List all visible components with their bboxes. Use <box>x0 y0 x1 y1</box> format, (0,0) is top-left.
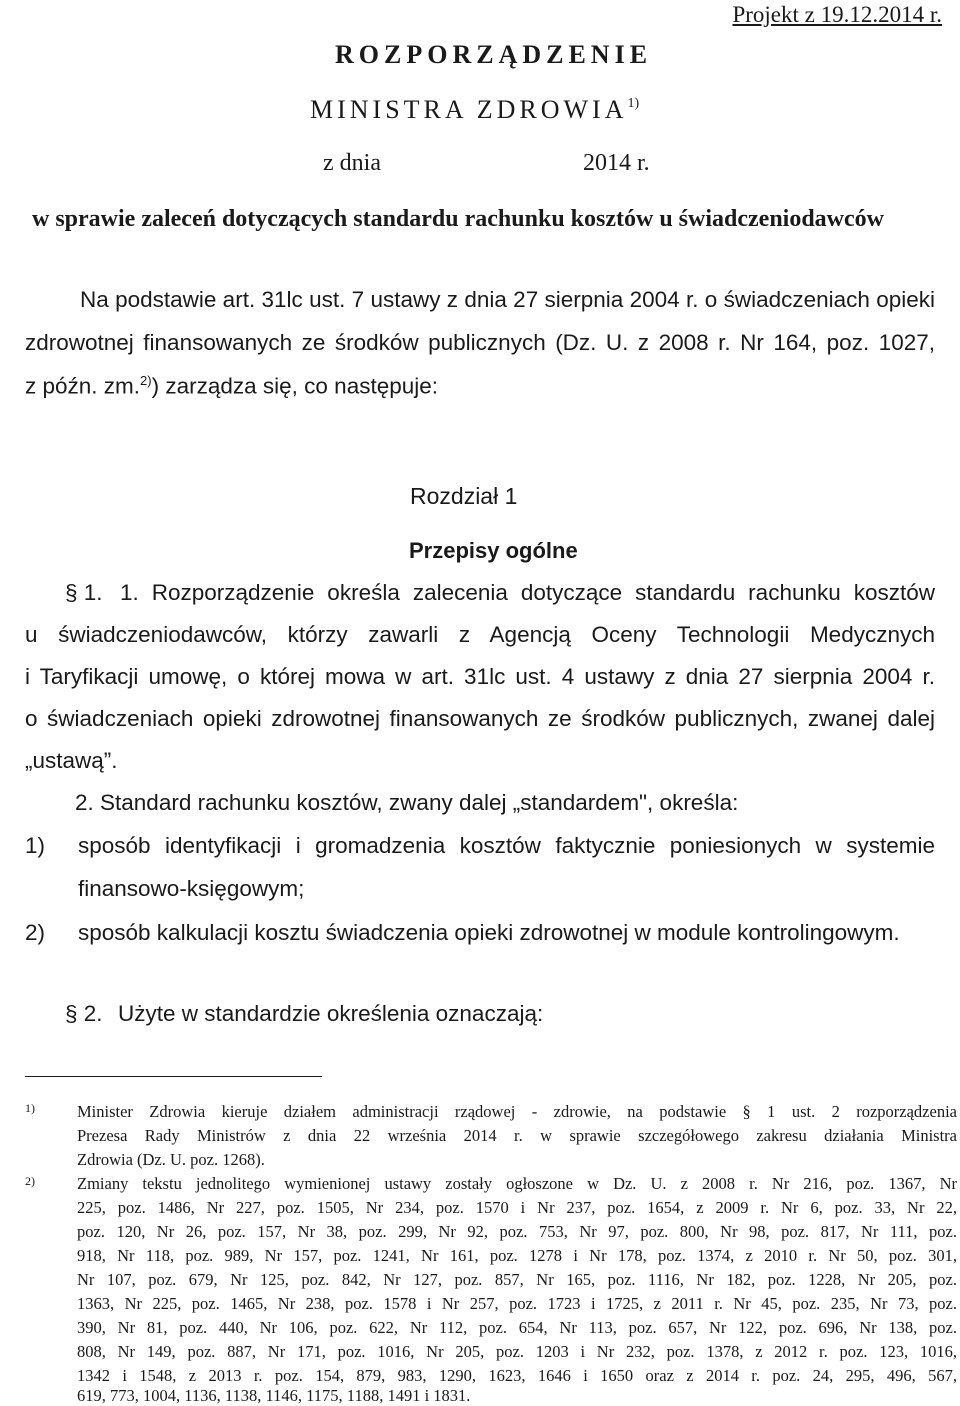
preamble-line-1: Na podstawie art. 31lc ust. 7 ustawy z dnia 27 sierpnia 2004 r. o świadczeniach opieki <box>80 287 935 312</box>
footnote-2-line-2: 225, poz. 1486, Nr 227, poz. 1505, Nr 234, poz. 1570 i Nr 237, poz. 1654, z 2009 r. Nr 6, poz. 33, Nr 22, <box>77 1198 957 1217</box>
issuer-heading <box>310 95 639 125</box>
document-type-heading: ROZPORZĄDZENIE <box>335 40 653 69</box>
section-1-paragraph-2: 2. Standard rachunku kosztów, zwany dalej „standardem", określa: <box>75 790 739 815</box>
section-2-text: Użyte w standardzie określenia oznaczają: <box>118 1001 544 1026</box>
date-prefix: z dnia <box>323 150 381 176</box>
draft-label: Projekt z 19.12.2014 r. <box>732 2 942 27</box>
footnote-ref-1: 1) <box>627 96 640 111</box>
footnote-1-mark: 1) <box>25 1101 35 1115</box>
list-item-1-line-2: finansowo-księgowym; <box>78 876 305 901</box>
footnote-1-line-3: Zdrowia (Dz. U. poz. 1268). <box>77 1150 265 1169</box>
preamble-tail: ) zarządza się, co następuje: <box>151 373 439 399</box>
chapter-label: Rozdział 1 <box>410 483 518 509</box>
footnote-1-line-1: Minister Zdrowia kieruje działem administracji rządowej - zdrowie, na podstawie § 1 ust. 2 rozporządzenia <box>77 1102 957 1121</box>
section-1-line-2: u świadczeniodawców, którzy zawarli z Agencją Oceny Technologii Medycznych <box>25 622 935 647</box>
section-1-heading: § 1. <box>65 580 103 605</box>
footnote-2-line-9: 1342 i 1548, z 2013 r. poz. 154, 879, 983, 1290, 1623, 1646 i 1650 oraz z 2014 r. poz. 24, 295, 496, 567, <box>77 1366 957 1385</box>
footnote-2-mark: 2) <box>25 1174 35 1188</box>
preamble-line-2: zdrowotnej finansowanych ze środków publicznych (Dz. U. z 2008 r. Nr 164, poz. 1027, <box>25 330 935 355</box>
section-2-heading: § 2. <box>65 1001 103 1026</box>
footnote-2-line-5: Nr 107, poz. 679, Nr 125, poz. 842, Nr 127, poz. 857, Nr 165, poz. 1116, Nr 182, poz. 1228, Nr 205, poz. <box>77 1270 957 1289</box>
section-1-line-4: o świadczeniach opieki zdrowotnej finansowanych ze środków publicznych, zwanej dalej <box>25 706 935 731</box>
footnote-2-line-6: 1363, Nr 225, poz. 1465, Nr 238, poz. 1578 i Nr 257, poz. 1723 i 1725, z 2011 r. Nr 45, poz. 235, Nr 73, poz. <box>77 1294 957 1313</box>
document-subject: w sprawie zaleceń dotyczących standardu rachunku kosztów u świadczeniodawców <box>32 206 884 232</box>
list-item-1-number: 1) <box>25 833 46 858</box>
section-1-line-1: 1. Rozporządzenie określa zalecenia dotyczące standardu rachunku kosztów <box>120 580 935 605</box>
preamble-line-3 <box>25 373 438 400</box>
footnote-2-line-3: poz. 120, Nr 26, poz. 157, Nr 38, poz. 299, Nr 92, poz. 753, Nr 97, poz. 800, Nr 98, poz. 817, Nr 111, poz. <box>77 1222 957 1241</box>
footnote-1-line-2: Prezesa Rady Ministrów z dnia 22 września 2014 r. w sprawie szczegółowego zakresu działania Ministra <box>77 1126 957 1145</box>
footnote-2-line-10: 619, 773, 1004, 1136, 1138, 1146, 1175, 1188, 1491 i 1831. <box>77 1386 471 1405</box>
footnote-2-line-4: 918, Nr 118, poz. 989, Nr 157, poz. 1241, Nr 161, poz. 1278 i Nr 178, poz. 1374, z 2010 r. Nr 50, poz. 301, <box>77 1246 957 1265</box>
chapter-title: Przepisy ogólne <box>409 538 578 563</box>
list-item-1-line-1: sposób identyfikacji i gromadzenia kosztów faktycznie poniesionych w systemie <box>78 833 935 858</box>
section-1-line-5: „ustawą”. <box>25 748 118 773</box>
issuer-name: MINISTRA ZDROWIA <box>310 95 628 124</box>
footnote-2-line-7: 390, Nr 81, poz. 440, Nr 106, poz. 622, Nr 112, poz. 654, Nr 113, poz. 657, Nr 122, poz. 696, Nr 138, poz. <box>77 1318 957 1337</box>
preamble-text: z późn. zm. <box>25 373 141 399</box>
footnote-2-line-8: 808, Nr 149, poz. 887, Nr 171, poz. 1016, Nr 205, poz. 1203 i Nr 232, poz. 1378, z 2012 r. poz. 123, 1016, <box>77 1342 957 1361</box>
footnote-separator <box>25 1076 322 1077</box>
date-year: 2014 r. <box>583 150 650 176</box>
list-item-2-number: 2) <box>25 920 46 945</box>
list-item-2-text: sposób kalkulacji kosztu świadczenia opieki zdrowotnej w module kontrolingowym. <box>78 920 900 945</box>
footnote-2-line-1: Zmiany tekstu jednolitego wymienionej ustawy zostały ogłoszone w Dz. U. z 2008 r. Nr 216, poz. 1367, Nr <box>77 1174 957 1193</box>
section-1-line-3: i Taryfikacji umowę, o której mowa w art. 31lc ust. 4 ustawy z dnia 27 sierpnia 2004 r. <box>25 664 935 689</box>
footnote-ref-2: 2) <box>140 373 152 388</box>
